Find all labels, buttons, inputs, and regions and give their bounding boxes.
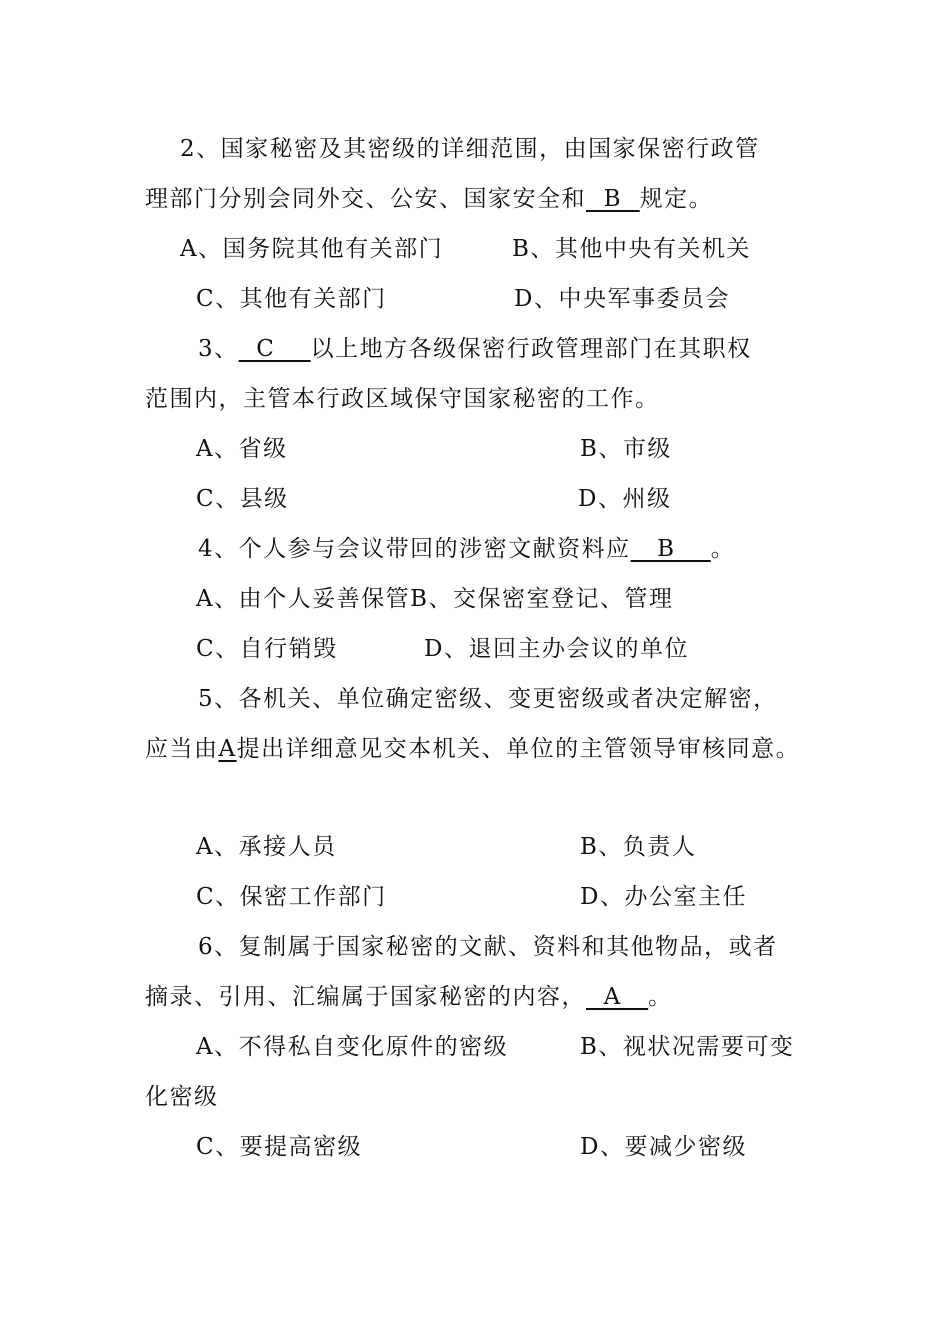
question-6-option-a: A、不得私自变化原件的密级: [196, 1034, 509, 1060]
question-3-option-c: C、县级: [196, 486, 289, 512]
question-3-answer: C: [238, 336, 311, 362]
question-5-stem-line-2: [145, 734, 800, 764]
question-5-stem-text: 应当由: [145, 736, 219, 762]
question-4-stem-tail: 。: [710, 536, 736, 562]
question-5-stem-tail: 提出详细意见交本机关、单位的主管领导审核同意。: [236, 736, 801, 762]
question-5-stem-line-1: 5、各机关、单位确定密级、变更密级或者决定解密，: [198, 686, 778, 712]
question-2-stem-line-2: [145, 184, 713, 214]
question-6-stem-tail: 。: [648, 984, 673, 1010]
question-3-stem-text: 以上地方各级保密行政管理部门在其职权: [310, 336, 752, 362]
question-5-option-c: C、保密工作部门: [196, 884, 387, 910]
question-2-option-b: B、其他中央有关机关: [512, 236, 751, 262]
question-3-number: 3、: [198, 336, 239, 362]
question-4-stem-text: 4、个人参与会议带回的涉密文献资料应: [198, 536, 631, 562]
question-3-option-a: A、省级: [196, 436, 288, 462]
question-2-answer: B: [586, 186, 640, 212]
question-2-option-c: C、其他有关部门: [196, 286, 387, 312]
question-2-stem-tail: 规定。: [639, 186, 714, 212]
question-6-stem-line-2: [145, 982, 673, 1012]
question-5-answer: A: [218, 736, 237, 762]
question-3-stem-line-1: [198, 334, 752, 364]
question-5-option-a: A、承接人员: [196, 834, 337, 860]
question-6-option-d: D、要减少密级: [580, 1134, 747, 1160]
question-3-option-d: D、州级: [578, 486, 672, 512]
question-3-stem-line-2: 范围内，主管本行政区域保守国家秘密的工作。: [145, 386, 660, 412]
question-2-stem-line-1: 2、国家秘密及其密级的详细范围，由国家保密行政管: [180, 136, 760, 162]
question-6-option-b-continued: 化密级: [145, 1084, 219, 1110]
question-4-option-c: C、自行销毁: [196, 636, 338, 662]
question-4-stem-line-1: [198, 534, 735, 564]
question-6-option-b: B、视状况需要可变: [580, 1034, 795, 1060]
question-2-option-d: D、中央军事委员会: [514, 286, 730, 312]
question-4-option-d: D、退回主办会议的单位: [424, 636, 689, 662]
question-4-answer: B: [630, 536, 711, 562]
question-5-option-b: B、负责人: [580, 834, 697, 860]
question-6-stem-line-1: 6、复制属于国家秘密的文献、资料和其他物品，或者: [198, 934, 778, 960]
question-6-option-c: C、要提高密级: [196, 1134, 363, 1160]
question-3-option-b: B、市级: [580, 436, 672, 462]
question-4-option-a-b: A、由个人妥善保管B、交保密室登记、管理: [196, 586, 674, 612]
question-6-answer: A: [586, 984, 649, 1010]
question-2-option-a: A、国务院其他有关部门: [180, 236, 444, 262]
question-5-option-d: D、办公室主任: [580, 884, 747, 910]
question-6-stem-text: 摘录、引用、汇编属于国家秘密的内容，: [145, 984, 586, 1010]
question-2-stem-text: 理部门分别会同外交、公安、国家安全和: [145, 186, 586, 212]
